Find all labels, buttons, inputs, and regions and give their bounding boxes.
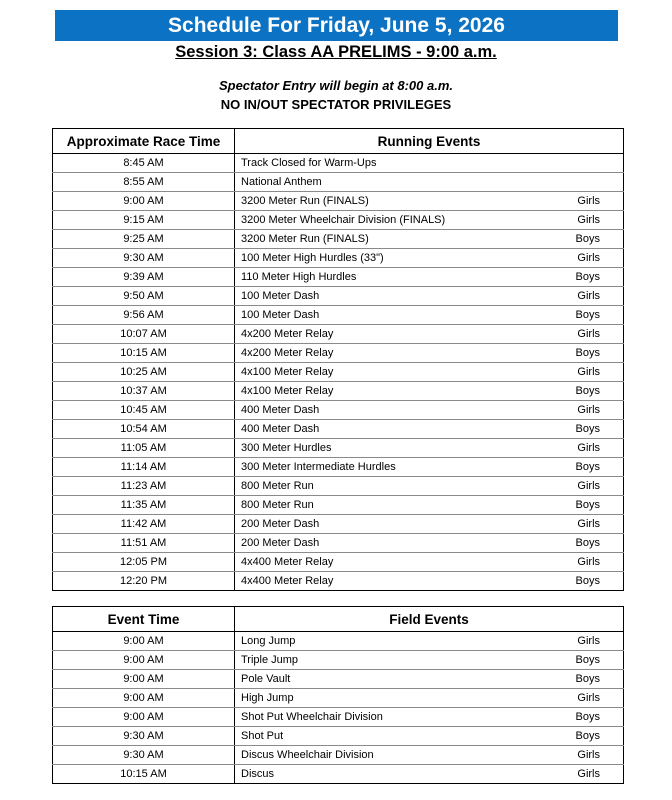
event-name-cell: 3200 Meter Wheelchair Division (FINALS) xyxy=(235,211,554,230)
gender-cell: Girls xyxy=(554,477,624,496)
table-row xyxy=(53,670,624,689)
event-name-cell: 800 Meter Run xyxy=(235,496,554,515)
event-name-cell: Long Jump xyxy=(235,632,554,651)
table-row xyxy=(53,651,624,670)
event-time-cell: 9:00 AM xyxy=(53,670,235,689)
event-name-cell: Shot Put Wheelchair Division xyxy=(235,708,554,727)
gender-cell: Boys xyxy=(554,572,624,591)
table-row xyxy=(53,632,624,651)
event-time-cell: 10:45 AM xyxy=(53,401,235,420)
table-row xyxy=(53,458,624,477)
event-name-cell: 110 Meter High Hurdles xyxy=(235,268,554,287)
event-time-cell: 9:00 AM xyxy=(53,708,235,727)
event-time-cell: 11:23 AM xyxy=(53,477,235,496)
running-events-table xyxy=(52,128,624,591)
gender-cell: Girls xyxy=(554,211,624,230)
gender-cell: Boys xyxy=(554,382,624,401)
table-row xyxy=(53,325,624,344)
gender-cell: Boys xyxy=(554,727,624,746)
gender-cell xyxy=(554,173,624,192)
gender-cell: Girls xyxy=(554,287,624,306)
event-time-cell: 9:39 AM xyxy=(53,268,235,287)
event-time-cell: 9:30 AM xyxy=(53,727,235,746)
gender-cell: Girls xyxy=(554,515,624,534)
table-row xyxy=(53,496,624,515)
event-time-cell: 8:45 AM xyxy=(53,154,235,173)
gender-cell: Girls xyxy=(554,553,624,572)
table-row xyxy=(53,765,624,784)
event-name-cell: 400 Meter Dash xyxy=(235,420,554,439)
gender-cell: Girls xyxy=(554,249,624,268)
event-name-cell: 3200 Meter Run (FINALS) xyxy=(235,192,554,211)
event-name-cell: 100 Meter Dash xyxy=(235,306,554,325)
event-name-cell: Pole Vault xyxy=(235,670,554,689)
event-name-cell: 4x100 Meter Relay xyxy=(235,363,554,382)
privilege-note: NO IN/OUT SPECTATOR PRIVILEGES xyxy=(220,97,452,112)
gender-cell: Girls xyxy=(554,439,624,458)
spectator-entry-note: Spectator Entry will begin at 8:00 a.m. xyxy=(218,78,454,93)
table-row xyxy=(53,572,624,591)
event-time-cell: 12:05 PM xyxy=(53,553,235,572)
event-time-cell: 11:05 AM xyxy=(53,439,235,458)
table-row xyxy=(53,249,624,268)
event-name-cell: 4x400 Meter Relay xyxy=(235,553,554,572)
event-name-cell: 200 Meter Dash xyxy=(235,534,554,553)
field-events-body xyxy=(53,632,624,784)
field-events-table xyxy=(52,606,624,784)
table-row xyxy=(53,211,624,230)
event-time-cell: 9:00 AM xyxy=(53,651,235,670)
event-name-cell: 200 Meter Dash xyxy=(235,515,554,534)
table-row xyxy=(53,154,624,173)
table-row xyxy=(53,746,624,765)
gender-cell xyxy=(554,154,624,173)
event-time-cell: 11:42 AM xyxy=(53,515,235,534)
event-time-cell: 11:14 AM xyxy=(53,458,235,477)
gender-cell: Boys xyxy=(554,651,624,670)
gender-cell: Boys xyxy=(554,420,624,439)
event-name-cell: High Jump xyxy=(235,689,554,708)
event-time-cell: 9:00 AM xyxy=(53,192,235,211)
event-name-cell: Triple Jump xyxy=(235,651,554,670)
table-row xyxy=(53,477,624,496)
gender-cell: Girls xyxy=(554,192,624,211)
gender-cell: Girls xyxy=(554,363,624,382)
event-name-cell: 100 Meter High Hurdles (33") xyxy=(235,249,554,268)
event-time-cell: 12:20 PM xyxy=(53,572,235,591)
gender-cell: Boys xyxy=(554,230,624,249)
running-events-header-row xyxy=(53,129,624,154)
event-time-cell: 9:00 AM xyxy=(53,632,235,651)
event-name-cell: Discus xyxy=(235,765,554,784)
gender-cell: Boys xyxy=(554,670,624,689)
event-time-cell: 10:15 AM xyxy=(53,765,235,784)
gender-cell: Boys xyxy=(554,268,624,287)
table-row xyxy=(53,439,624,458)
table-row xyxy=(53,192,624,211)
event-time-cell: 9:15 AM xyxy=(53,211,235,230)
event-name-cell: Track Closed for Warm-Ups xyxy=(235,154,554,173)
event-time-cell: 9:50 AM xyxy=(53,287,235,306)
event-time-cell: 9:25 AM xyxy=(53,230,235,249)
running-events-column-header: Running Events xyxy=(235,129,624,154)
event-name-cell: 3200 Meter Run (FINALS) xyxy=(235,230,554,249)
table-row xyxy=(53,401,624,420)
table-row xyxy=(53,230,624,249)
gender-cell: Boys xyxy=(554,534,624,553)
table-row xyxy=(53,382,624,401)
gender-cell: Boys xyxy=(554,306,624,325)
session-title xyxy=(0,43,672,62)
table-row xyxy=(53,553,624,572)
table-row xyxy=(53,515,624,534)
gender-cell: Boys xyxy=(554,496,624,515)
race-time-column-header: Approximate Race Time xyxy=(53,129,235,154)
event-time-cell: 10:25 AM xyxy=(53,363,235,382)
table-row xyxy=(53,306,624,325)
event-name-cell: Shot Put xyxy=(235,727,554,746)
running-events-body xyxy=(53,154,624,591)
event-time-cell: 9:30 AM xyxy=(53,249,235,268)
event-name-cell: 400 Meter Dash xyxy=(235,401,554,420)
event-time-cell: 9:30 AM xyxy=(53,746,235,765)
event-time-column-header: Event Time xyxy=(53,607,235,632)
event-time-cell: 9:56 AM xyxy=(53,306,235,325)
gender-cell: Girls xyxy=(554,325,624,344)
gender-cell: Boys xyxy=(554,344,624,363)
event-name-cell: 800 Meter Run xyxy=(235,477,554,496)
event-time-cell: 11:51 AM xyxy=(53,534,235,553)
event-name-cell: 4x100 Meter Relay xyxy=(235,382,554,401)
field-events-header-row xyxy=(53,607,624,632)
schedule-banner-title: Schedule For Friday, June 5, 2026 xyxy=(55,10,618,41)
event-time-cell: 9:00 AM xyxy=(53,689,235,708)
event-name-cell: 300 Meter Hurdles xyxy=(235,439,554,458)
event-time-cell: 8:55 AM xyxy=(53,173,235,192)
event-name-cell: 4x200 Meter Relay xyxy=(235,344,554,363)
gender-cell: Girls xyxy=(554,689,624,708)
event-name-cell: 300 Meter Intermediate Hurdles xyxy=(235,458,554,477)
session-title-text: Session 3: Class AA PRELIMS - 9:00 a.m. xyxy=(175,43,497,61)
table-row xyxy=(53,420,624,439)
event-time-cell: 10:15 AM xyxy=(53,344,235,363)
table-row xyxy=(53,689,624,708)
gender-cell: Girls xyxy=(554,746,624,765)
event-name-cell: Discus Wheelchair Division xyxy=(235,746,554,765)
table-row xyxy=(53,727,624,746)
gender-cell: Girls xyxy=(554,401,624,420)
gender-cell: Boys xyxy=(554,458,624,477)
table-row xyxy=(53,344,624,363)
table-row xyxy=(53,173,624,192)
event-name-cell: 4x200 Meter Relay xyxy=(235,325,554,344)
event-name-cell: 100 Meter Dash xyxy=(235,287,554,306)
field-events-column-header: Field Events xyxy=(235,607,624,632)
table-row xyxy=(53,708,624,727)
gender-cell: Girls xyxy=(554,765,624,784)
table-row xyxy=(53,287,624,306)
event-name-cell: 4x400 Meter Relay xyxy=(235,572,554,591)
event-time-cell: 11:35 AM xyxy=(53,496,235,515)
event-name-cell: National Anthem xyxy=(235,173,554,192)
table-row xyxy=(53,363,624,382)
gender-cell: Girls xyxy=(554,632,624,651)
event-time-cell: 10:37 AM xyxy=(53,382,235,401)
table-row xyxy=(53,268,624,287)
table-row xyxy=(53,534,624,553)
gender-cell: Boys xyxy=(554,708,624,727)
event-time-cell: 10:07 AM xyxy=(53,325,235,344)
event-time-cell: 10:54 AM xyxy=(53,420,235,439)
